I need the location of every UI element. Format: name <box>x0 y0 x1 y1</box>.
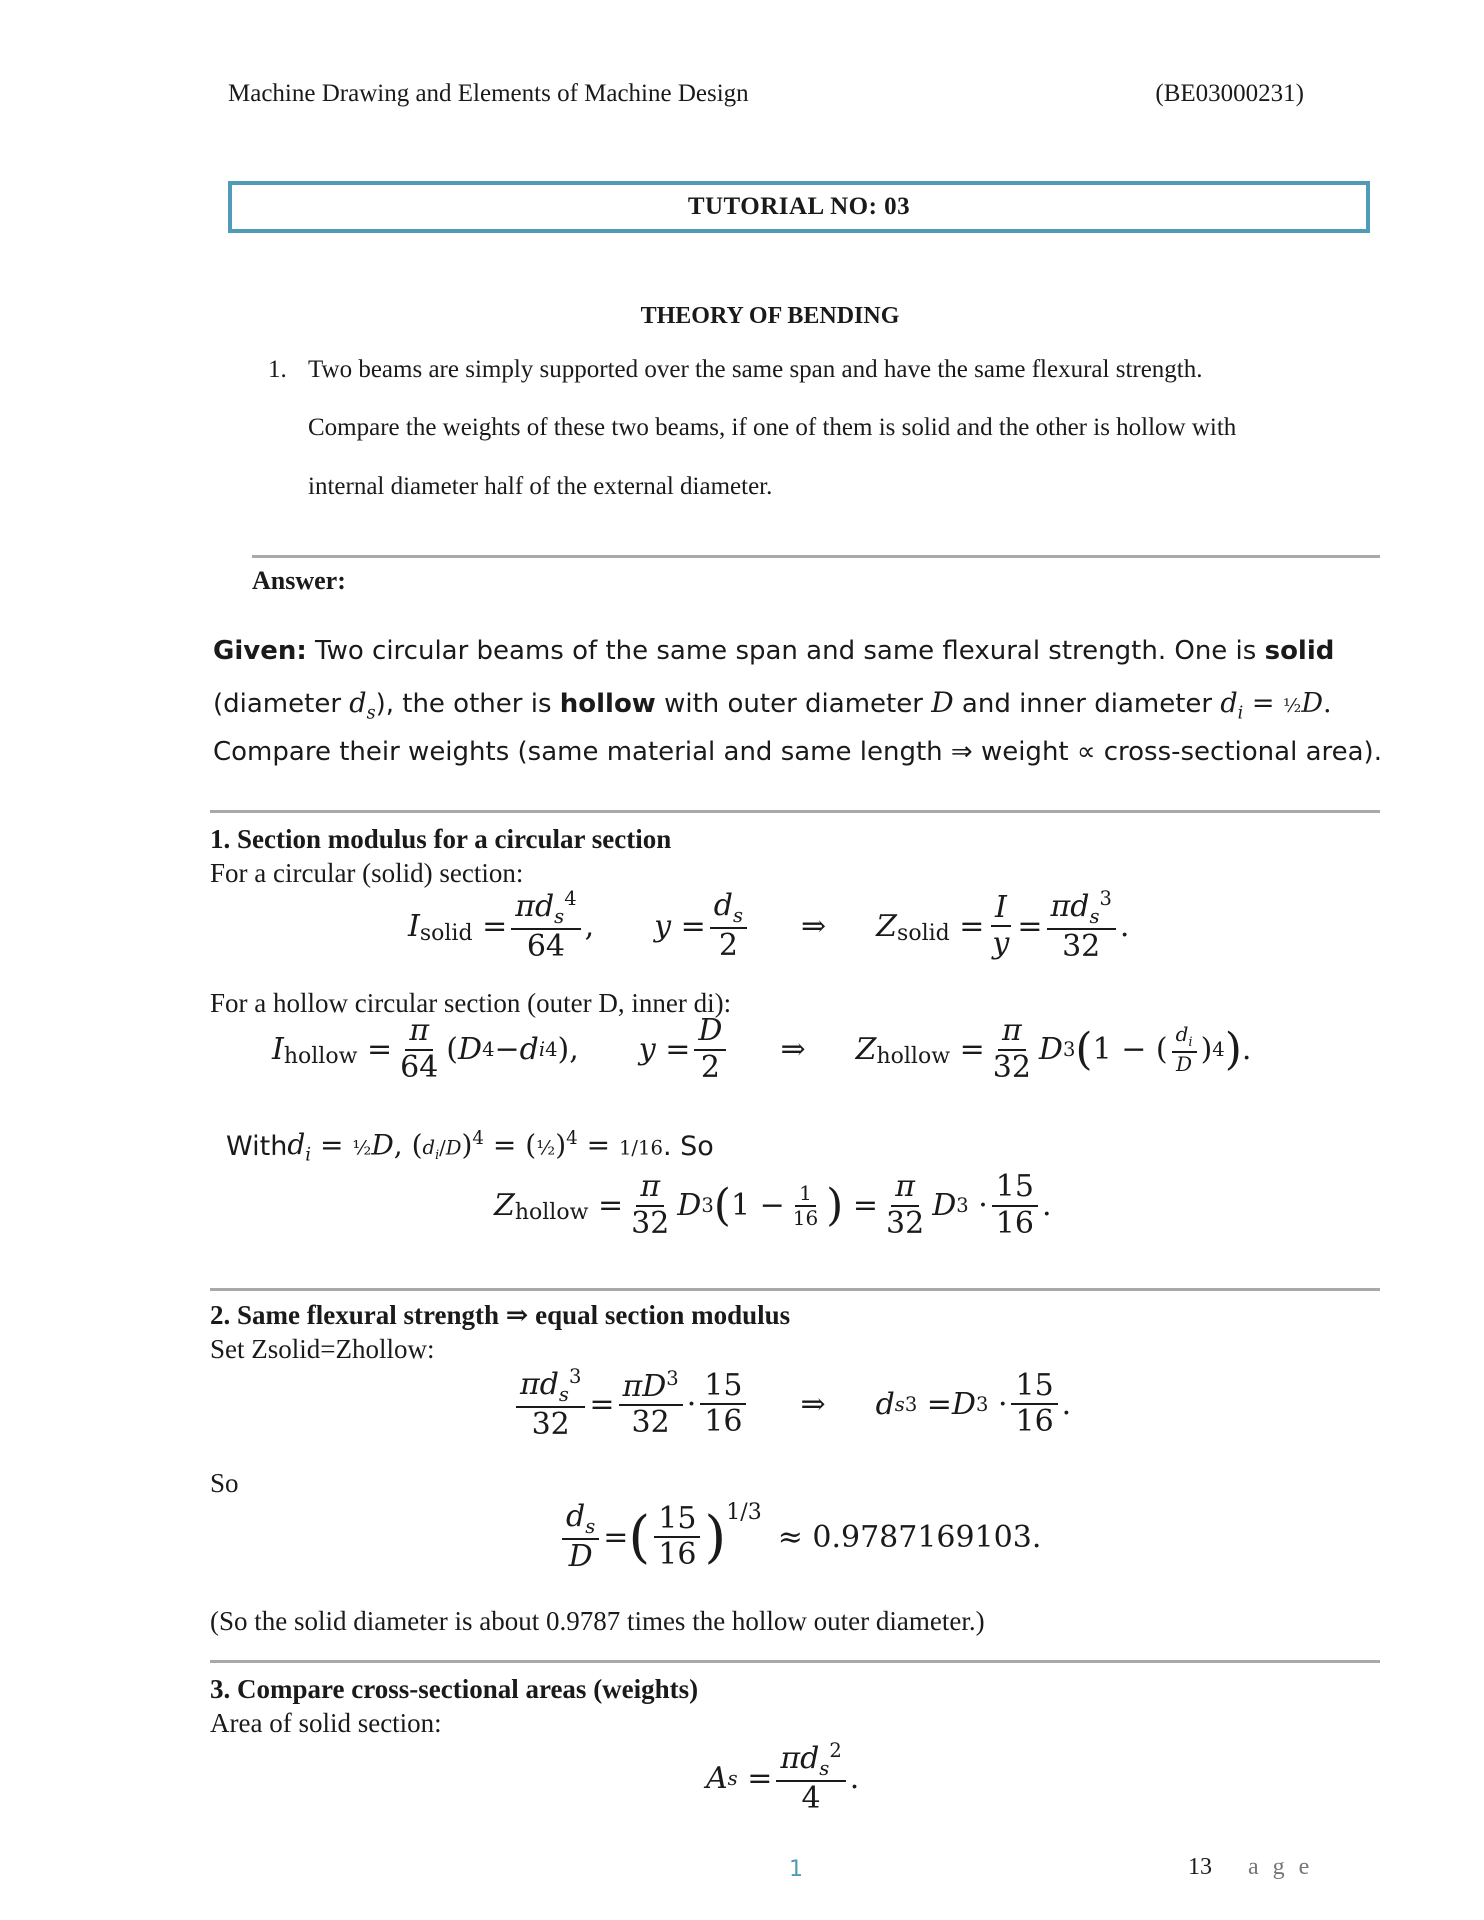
question-line-2: Compare the weights of these two beams, if one of them is solid and the other is hollow with <box>308 414 1237 441</box>
question-number: 1. <box>268 356 287 383</box>
question-line-3: internal diameter half of the external diameter. <box>308 473 773 500</box>
section-2-so: So <box>210 1468 239 1498</box>
given-label: Given: <box>213 636 307 666</box>
equation-solid-modulus: I $_{solid}$ = $\frac{\pi d_s^4}{64}$ , y = $\frac{d_s}{2}$ ⇒ Z $_{solid}$ = $\frac{I}{y}$ = $\frac{\pi d_s^3}{32}$ . <box>408 887 1130 965</box>
equation-equal-modulus: $\frac{\pi d_s^3}{32}$ = $\frac{\pi D^3}{32}$ · $\frac{15}{16}$ ⇒ d s 3 = D 3 · $\frac{15}{16}$ . <box>512 1366 1071 1443</box>
divider <box>252 555 1380 558</box>
page-number: 13 <box>1188 1854 1212 1880</box>
section-heading: THEORY OF BENDING <box>640 303 900 329</box>
section-1-hollow-intro: For a hollow circular section (outer D, inner di): <box>210 988 732 1018</box>
given-line-2: (diameter $d_s$), the other is hollow with outer diameter D and inner diameter $d_i$ = ½D. <box>213 686 1332 724</box>
question-line-1: Two beams are simply supported over the same span and have the same flexural strength. <box>308 356 1203 383</box>
equation-solid-area: A s = $\frac{\pi d_s^2}{4}$ . <box>706 1739 860 1817</box>
with-di-line: With $d_i$ = ½D, $(d_i/D)^4$ = (½)$^4$ = 1/16 . So <box>226 1128 714 1166</box>
tutorial-title-box <box>228 181 1370 233</box>
equation-hollow-substituted: Z $_{hollow}$ = $\frac{\pi}{32}$ D 3 ( 1 − $\frac{1}{16}$ ) = $\frac{\pi}{32}$ D 3 · $\frac{15}{16}$ . <box>494 1169 1052 1241</box>
section-2-set: Set Zsolid=Zhollow: <box>210 1334 435 1364</box>
equation-hollow-modulus: I $_{hollow}$ = $\frac{\pi}{64}$ ( D 4 − d i 4 ), y = $\frac{D}{2}$ ⇒ Z $_{hollow}$ = $\frac{\pi}{32}$ D 3 ( 1 − ( $\frac{d_i}{D}$ ) 4 ) . <box>272 1013 1252 1085</box>
section-2-note: (So the solid diameter is about 0.9787 times the hollow outer diameter.) <box>210 1606 985 1636</box>
section-2-title: 2. Same flexural strength ⇒ equal section modulus <box>210 1300 791 1330</box>
section-3-intro: Area of solid section: <box>210 1708 442 1738</box>
divider <box>210 1660 1380 1663</box>
given-line-3: Compare their weights (same material and same length ⇒ weight ∝ cross-sectional area). <box>213 737 1382 767</box>
divider <box>210 1288 1380 1291</box>
answer-label: Answer: <box>252 566 346 595</box>
document-header-title: Machine Drawing and Elements of Machine Design <box>228 80 749 107</box>
given-line-1: Given: Two circular beams of the same span and same flexural strength. One is solid <box>213 636 1335 666</box>
page-label: a g e <box>1248 1854 1314 1880</box>
section-1-title: 1. Section modulus for a circular section <box>210 824 672 854</box>
tutorial-title: TUTORIAL NO: 03 <box>687 193 911 220</box>
footer-marker: 1 <box>789 1857 803 1882</box>
equation-diameter-ratio: $\frac{d_s}{D}$ = ( $\frac{15}{16}$ ) $^{1/3}$ ≈ 0.9787169103. <box>558 1500 1041 1575</box>
document-course-code: (BE03000231) <box>1155 80 1304 107</box>
section-1-solid-intro: For a circular (solid) section: <box>210 858 524 888</box>
divider <box>210 810 1380 813</box>
section-3-title: 3. Compare cross-sectional areas (weights) <box>210 1674 699 1704</box>
